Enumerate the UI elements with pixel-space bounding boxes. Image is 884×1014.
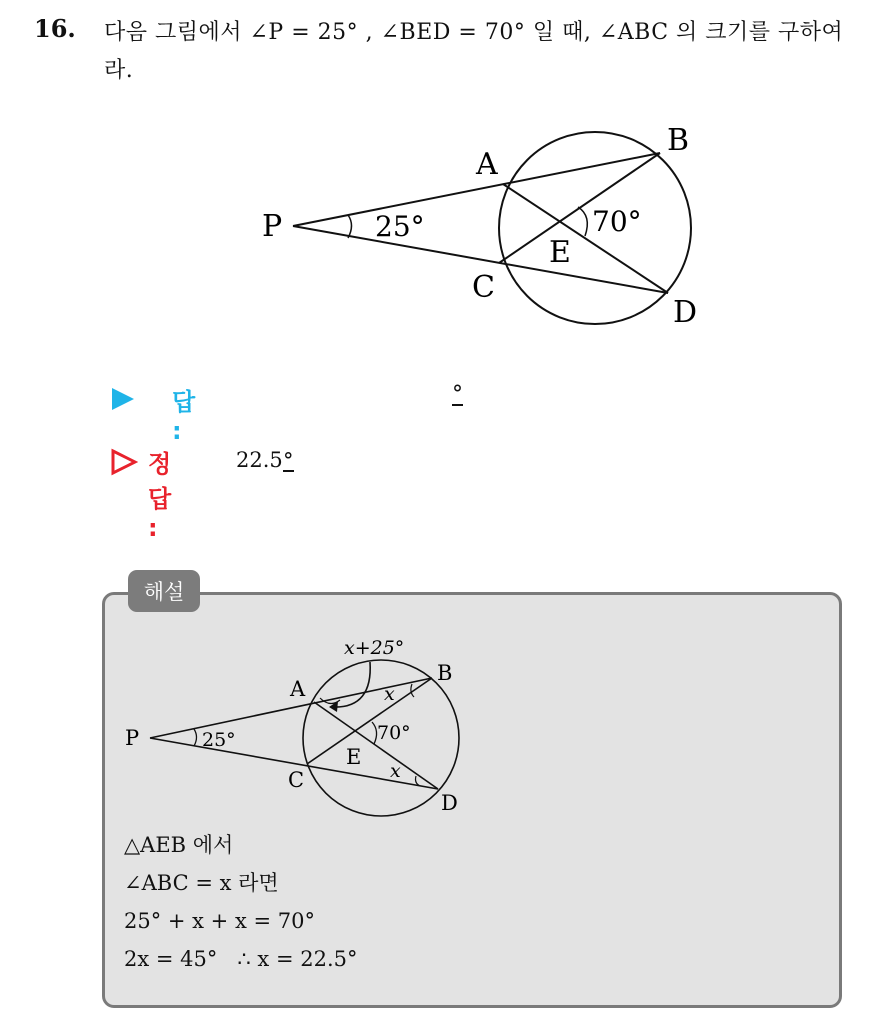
question-number: 16. [34, 14, 76, 43]
angle-bed-label: 70° [592, 205, 642, 238]
solution-top-note: x+25° [344, 637, 405, 659]
question-text: 다음 그림에서 ∠P = 25° , ∠BED = 70° 일 때, ∠ABC 의 크기를 구하여라. [104, 20, 844, 83]
chord-ad [503, 184, 668, 293]
solution-x-b: x [384, 683, 395, 705]
answer-unit[interactable]: ° [452, 382, 463, 407]
pointer-arrowhead [329, 701, 338, 712]
solution-tag: 해설 [128, 570, 200, 612]
angle-arc-p [348, 215, 352, 238]
label-c: C [472, 270, 495, 305]
solution-x-d: x [390, 760, 401, 782]
label-e: E [549, 235, 571, 270]
pointer-arrow [333, 662, 370, 707]
solution-arc-p [194, 729, 197, 746]
correct-answer-value: 22.5 [236, 448, 283, 472]
solution-angle-p: 25° [202, 729, 236, 751]
solution-line-4: 2x = 45° ∴ x = 22.5° [124, 947, 358, 971]
label-d: D [673, 295, 698, 330]
label-p: P [262, 209, 283, 244]
solution-label-p: P [125, 726, 140, 750]
correct-answer-label: 정답 : [148, 450, 172, 542]
answer-label: 답 : [172, 388, 196, 445]
solution-label-c: C [288, 768, 305, 792]
solution-label-d: D [441, 791, 458, 815]
solution-figure [118, 630, 478, 820]
angle-p-label: 25° [375, 210, 425, 243]
solution-label-a: A [290, 677, 306, 701]
geometry-figure [250, 112, 720, 342]
solution-line-2: ∠ABC = x 라면 [124, 871, 279, 895]
correct-marker-icon [110, 448, 138, 476]
solution-label-b: B [437, 661, 453, 685]
solution-text [124, 826, 357, 978]
solution-line-3: 25° + x + x = 70° [124, 909, 315, 933]
solution-line-1: △AEB 에서 [124, 833, 234, 857]
correct-answer-unit: ° [283, 449, 294, 473]
label-a: A [476, 147, 498, 182]
label-b: B [667, 123, 690, 158]
angle-arc-e [578, 207, 587, 236]
solution-angle-bed: 70° [377, 722, 411, 744]
answer-marker-icon [110, 386, 136, 412]
solution-label-e: E [346, 745, 362, 769]
solution-arc-e [372, 722, 377, 744]
